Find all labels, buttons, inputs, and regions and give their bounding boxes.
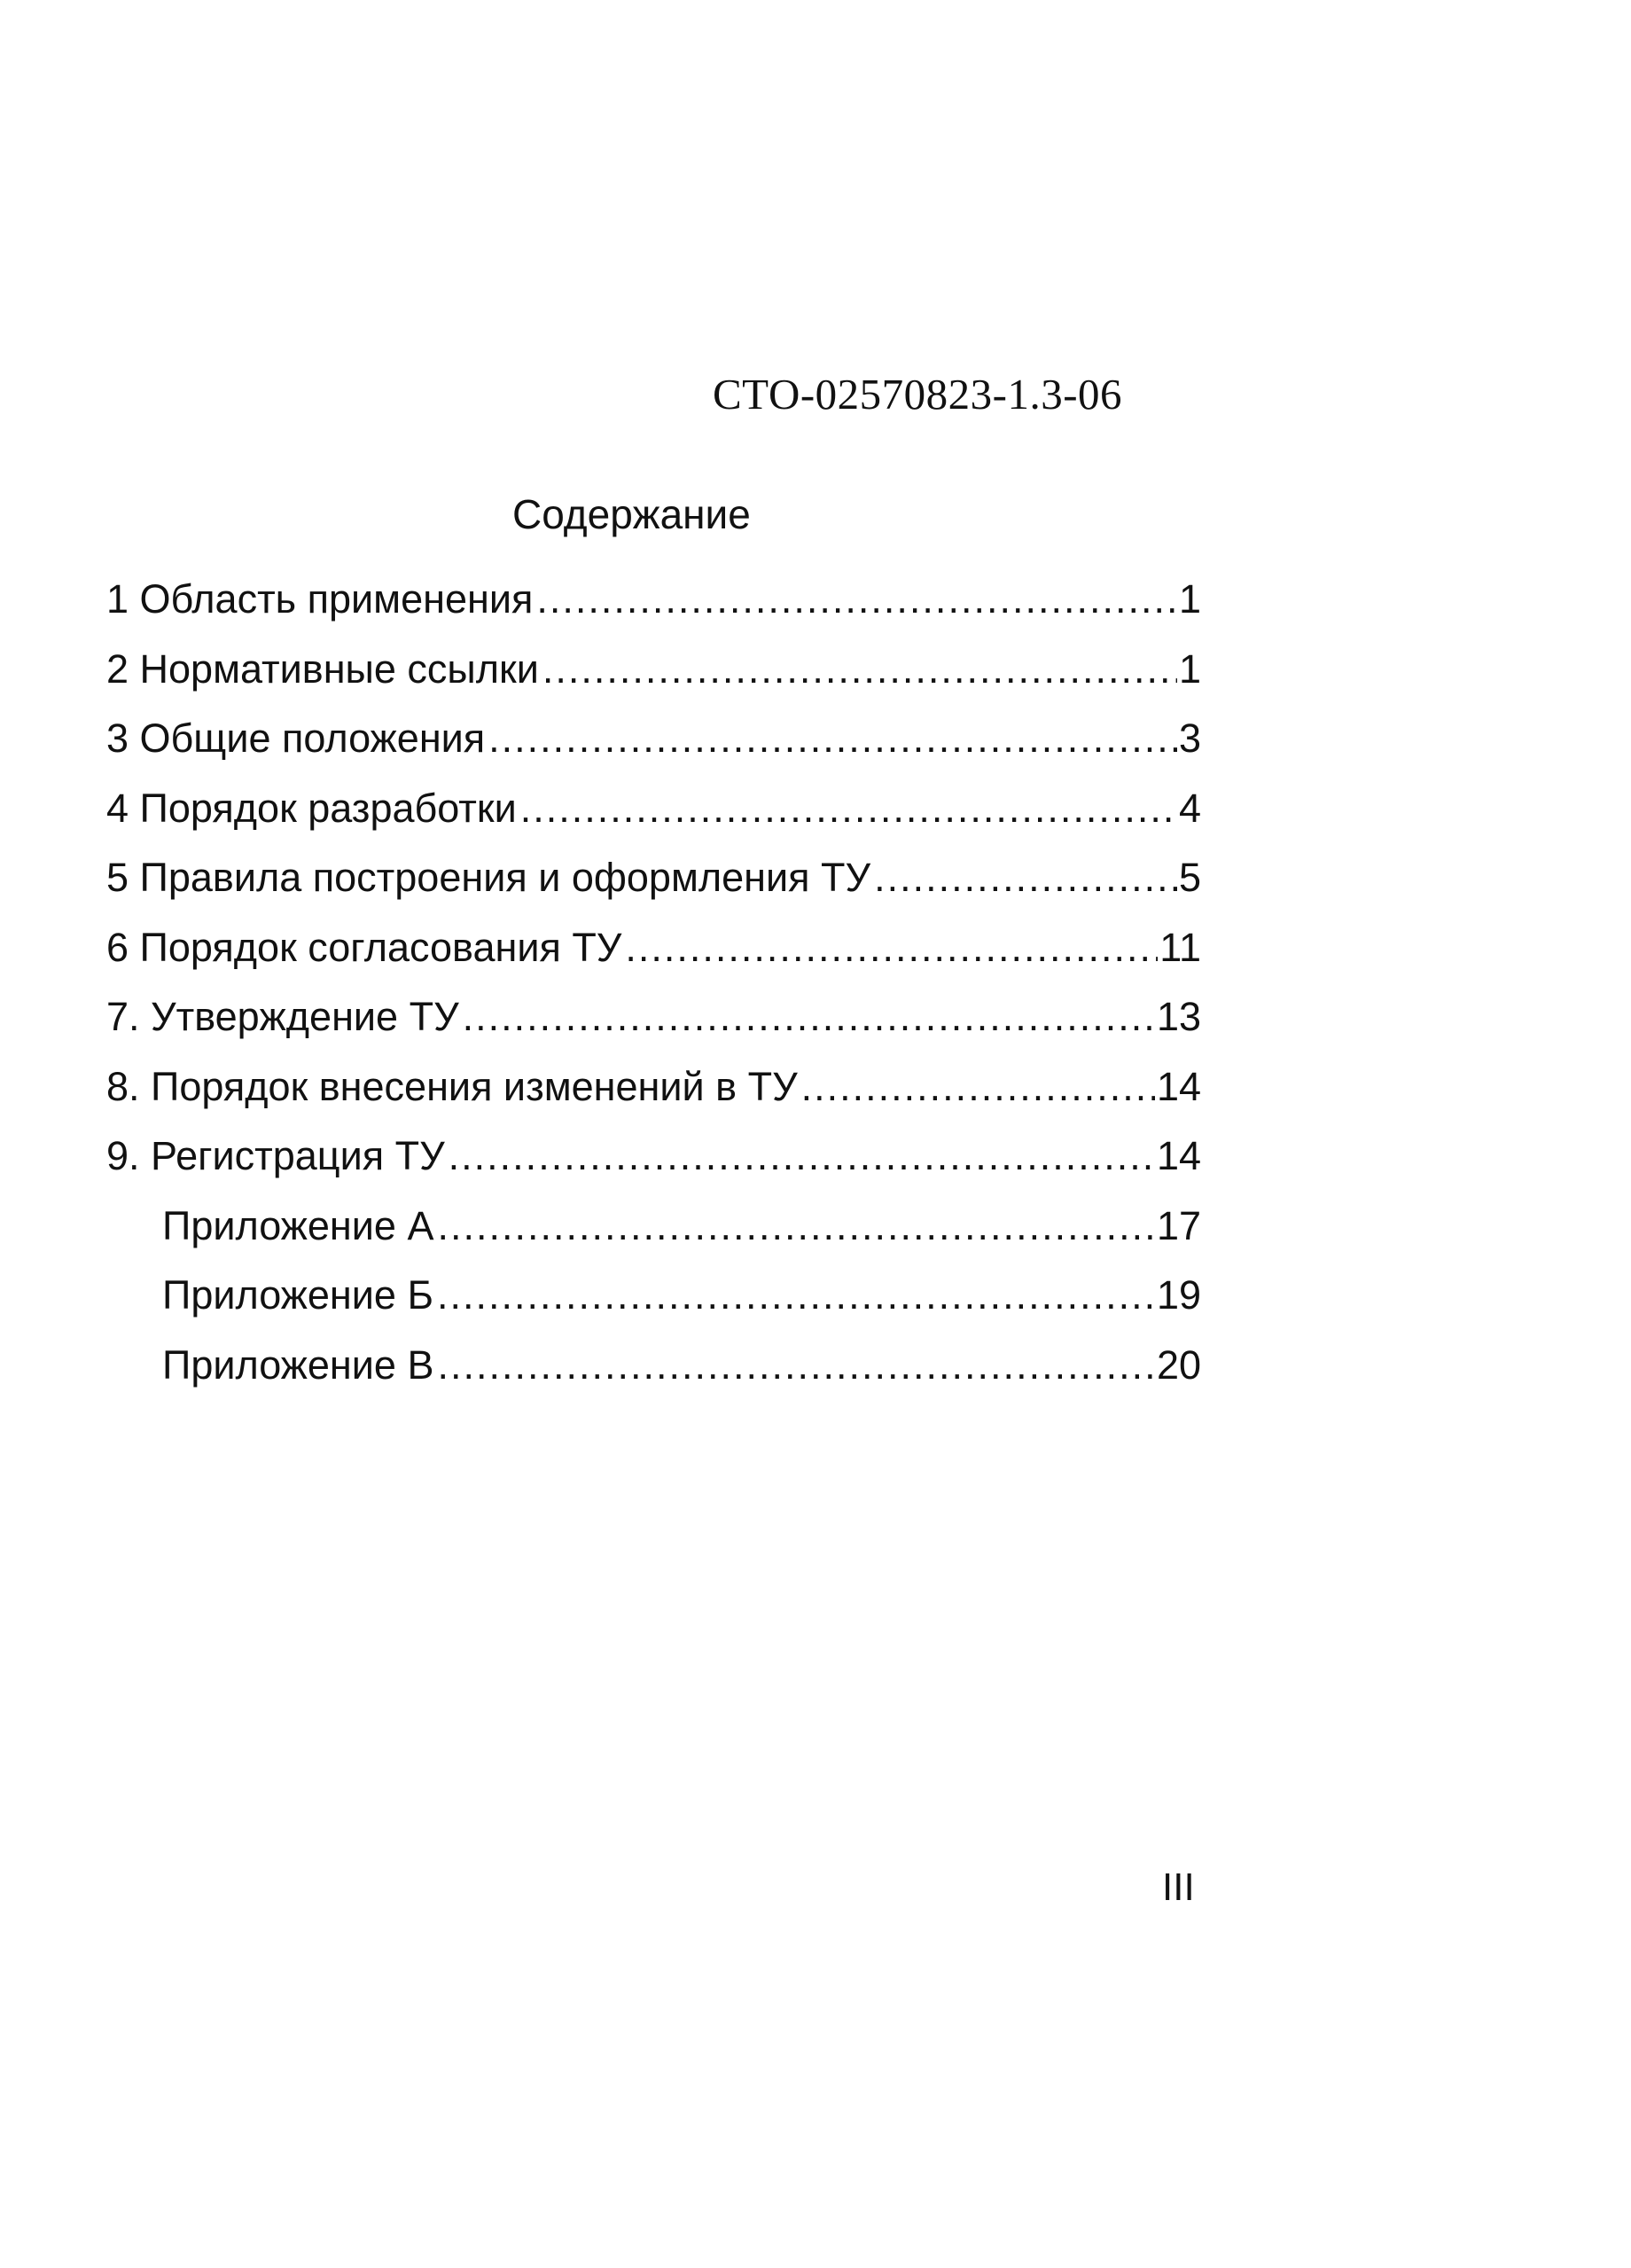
page-number: III bbox=[1162, 1865, 1195, 1909]
toc-leader-dots bbox=[437, 1206, 1154, 1246]
toc-entry-page: 4 bbox=[1178, 785, 1201, 831]
toc-entry-page: 19 bbox=[1156, 1272, 1201, 1318]
toc-entry-page: 14 bbox=[1156, 1133, 1201, 1178]
toc-entry-label: 4 Порядок разработки bbox=[106, 785, 517, 831]
toc-entry-label: Приложение Б bbox=[162, 1272, 433, 1318]
toc-entry[interactable] bbox=[106, 924, 1201, 997]
toc-leader-dots bbox=[625, 927, 1158, 967]
toc-entry-page: 5 bbox=[1178, 855, 1201, 900]
toc-leader-dots bbox=[437, 1275, 1155, 1315]
toc-entry-page: 3 bbox=[1178, 716, 1201, 761]
toc-entry-label: 3 Общие положения bbox=[106, 716, 486, 761]
toc-entry-label: 7. Утверждение ТУ bbox=[106, 994, 459, 1039]
table-of-contents bbox=[106, 576, 1201, 1414]
toc-entry-page: 11 bbox=[1159, 924, 1201, 970]
toc-appendix-entry[interactable] bbox=[106, 1272, 1201, 1345]
toc-leader-dots bbox=[520, 788, 1177, 828]
toc-entry[interactable] bbox=[106, 785, 1201, 858]
toc-entry-label: 5 Правила построения и оформления ТУ bbox=[106, 855, 871, 900]
toc-leader-dots bbox=[542, 649, 1177, 689]
toc-entry[interactable] bbox=[106, 576, 1201, 649]
toc-leader-dots bbox=[463, 997, 1155, 1036]
toc-entry[interactable] bbox=[106, 718, 1201, 788]
toc-entry-label: 2 Нормативные ссылки bbox=[106, 645, 539, 692]
toc-appendix-entry[interactable] bbox=[106, 1341, 1201, 1415]
toc-leader-dots bbox=[449, 1136, 1155, 1176]
toc-entry[interactable] bbox=[106, 645, 1201, 719]
toc-leader-dots bbox=[488, 718, 1177, 758]
toc-entry-page: 20 bbox=[1156, 1341, 1201, 1388]
toc-entry[interactable] bbox=[106, 1133, 1201, 1206]
toc-entry[interactable] bbox=[106, 994, 1201, 1067]
toc-leader-dots bbox=[874, 857, 1177, 897]
toc-entry-label: 1 Область применения bbox=[106, 576, 534, 622]
toc-leader-dots bbox=[536, 579, 1177, 619]
toc-entry-label: 8. Порядок внесения изменений в ТУ bbox=[106, 1063, 798, 1109]
toc-leader-dots bbox=[437, 1345, 1154, 1385]
toc-entry-label: 9. Регистрация ТУ bbox=[106, 1133, 445, 1178]
toc-leader-dots bbox=[801, 1067, 1155, 1107]
toc-entry-label: Приложение В bbox=[162, 1341, 434, 1388]
toc-entry-page: 1 bbox=[1178, 645, 1201, 692]
toc-entry-page: 13 bbox=[1156, 994, 1201, 1039]
toc-appendix-entry[interactable] bbox=[106, 1202, 1201, 1276]
toc-entry-label: Приложение А bbox=[162, 1202, 434, 1248]
toc-entry-page: 17 bbox=[1156, 1202, 1201, 1248]
toc-entry[interactable] bbox=[106, 857, 1201, 927]
toc-title: Содержание bbox=[512, 491, 751, 537]
toc-entry[interactable] bbox=[106, 1063, 1201, 1137]
toc-entry-label: 6 Порядок согласования ТУ bbox=[106, 924, 622, 970]
toc-entry-page: 14 bbox=[1156, 1063, 1201, 1109]
toc-entry-page: 1 bbox=[1178, 576, 1201, 622]
document-code: СТО-02570823-1.3-06 bbox=[713, 370, 1123, 418]
